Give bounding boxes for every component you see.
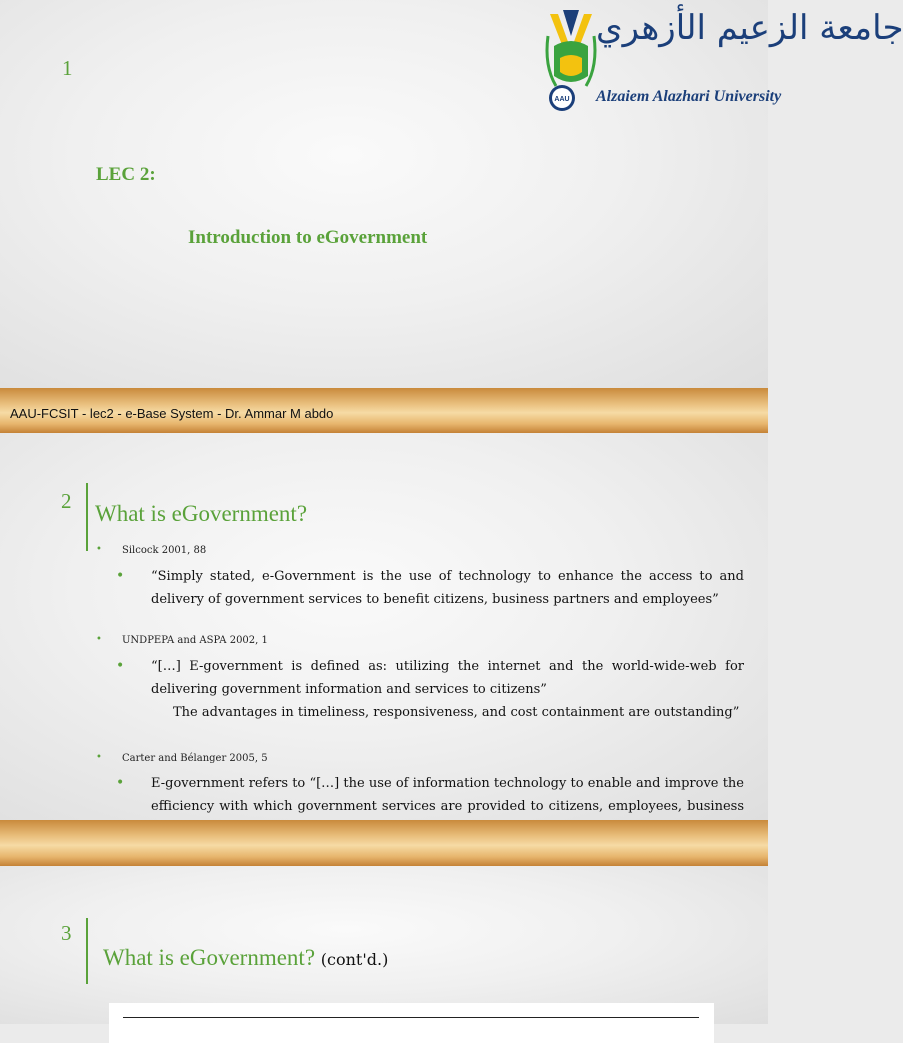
slide-number: 3 [61, 921, 72, 945]
slide-title-text: What is eGovernment? [103, 945, 316, 970]
slide-title: What is eGovernment? [95, 501, 308, 526]
bullet-icon: • [96, 752, 102, 763]
lecture-title: Introduction to eGovernment [188, 227, 428, 248]
quote-text: “[…] E-government is defined as: utilizing the internet and the world-wide-web for delivering government information and services to citizens” [151, 659, 744, 697]
lecture-label: LEC 2: [96, 164, 156, 185]
university-emblem-icon [546, 6, 596, 118]
logo-arabic-name: جامعة الزعيم الأزهري [596, 8, 903, 48]
slide-title [103, 945, 388, 971]
slide-3 [0, 866, 768, 1024]
source-text: Carter and Bélanger 2005, 5 [122, 753, 268, 764]
table-rule [123, 1017, 699, 1018]
source-citation [96, 544, 207, 556]
title-accent-bar [86, 918, 88, 984]
slide-number: 2 [61, 489, 72, 513]
source-text: UNDPEPA and ASPA 2002, 1 [122, 635, 268, 646]
quote-continuation: The advantages in timeliness, responsiveness, and cost containment are outstanding” [173, 705, 740, 720]
source-citation [96, 752, 268, 764]
bullet-icon: • [116, 775, 125, 791]
title-accent-bar [86, 483, 88, 551]
source-text: Silcock 2001, 88 [122, 545, 207, 556]
bullet-icon: • [116, 568, 125, 584]
definition-quote [116, 655, 744, 701]
bullet-icon: • [96, 544, 102, 555]
bullet-icon: • [96, 634, 102, 645]
slide-number: 1 [62, 56, 73, 80]
footer-band [0, 820, 768, 866]
slide-title-suffix: (cont'd.) [320, 950, 389, 969]
footer-band [0, 388, 768, 433]
source-citation [96, 634, 268, 646]
quote-text: “Simply stated, e-Government is the use of technology to enhance the access to and delivery of government services to benefit citizens, business partners and employees” [151, 569, 744, 607]
university-logo [546, 6, 903, 118]
quote-text: E-government refers to “[…] the use of information technology to enable and improve the efficiency with which government services are provided to citizens, employees, business [151, 776, 744, 814]
slide-1 [0, 0, 903, 388]
content-table [109, 1003, 714, 1043]
footer-text: AAU-FCSIT - lec2 - e-Base System - Dr. Ammar M abdo [10, 406, 334, 421]
definition-quote [116, 565, 744, 611]
logo-english-name: Alzaiem Alazhari University [596, 88, 782, 105]
logo-badge-text: AAU [554, 96, 570, 103]
slide-2 [0, 433, 768, 820]
bullet-icon: • [116, 658, 125, 674]
